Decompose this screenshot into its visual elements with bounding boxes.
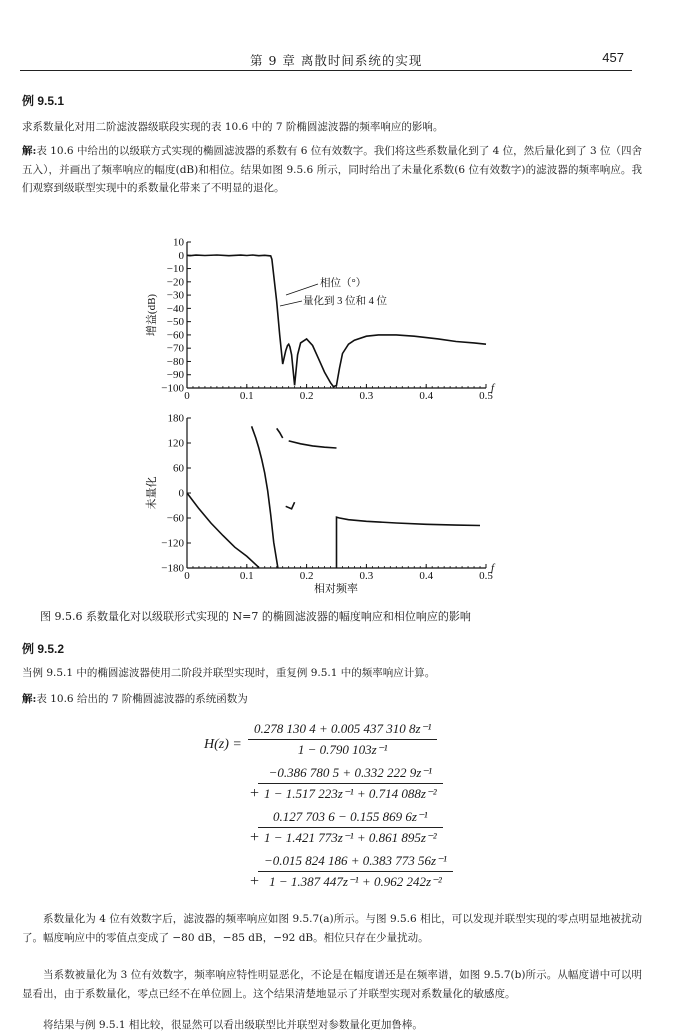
y-tick-label: −100: [161, 382, 184, 395]
x-tick-label: 0.4: [419, 570, 434, 582]
magnitude-chart: [145, 237, 496, 403]
fraction-term-3: [258, 809, 443, 846]
fraction-term-4: [258, 853, 453, 890]
x-tick-label: 0.3: [359, 570, 374, 582]
example-9-5-1-problem: 求系数量化对用二阶滤波器级联段实现的表 10.6 中的 7 阶椭圆滤波器的频率响应的影响。: [22, 121, 444, 133]
y-tick-label: 180: [167, 412, 184, 425]
fraction-denominator: 1 − 1.421 773z⁻¹ + 0.861 895z⁻²: [264, 830, 437, 845]
x-tick-label: 0.3: [359, 390, 374, 402]
fraction-numerator: 0.278 130 4 + 0.005 437 310 8z⁻¹: [248, 721, 437, 740]
example-9-5-2-solution: [22, 690, 642, 709]
fraction-denominator: 1 − 1.387 447z⁻¹ + 0.962 242z⁻²: [269, 874, 442, 889]
chapter-title: 第 9 章 离散时间系统的实现: [250, 53, 423, 68]
paragraph-1: 系数量化为 4 位有效数字后，滤波器的频率响应如图 9.5.7(a)所示。与图 9.5.6 相比，可以发现并联型实现的零点明显地被扰动了。幅度响应中的零值点变成了 −80 dB，−85 dB，−92 dB。相位只存在少量扰动。: [22, 913, 642, 944]
x-tick-label: 0.5: [479, 390, 493, 402]
equation-lhs: H(z) =: [204, 737, 242, 752]
series-line: [187, 493, 259, 568]
y-tick-label: 0: [178, 249, 184, 262]
y-tick-label: −80: [166, 355, 184, 368]
plus-sign: +: [250, 873, 260, 890]
x-tick-label: 0.2: [299, 390, 314, 402]
paragraph-3: 将结果与例 9.5.1 相比较，很显然可以看出级联型比并联型对参数量化更加鲁棒。: [43, 1019, 423, 1031]
example-9-5-2-problem: 当例 9.5.1 中的椭圆滤波器使用二阶段并联型实现时，重复例 9.5.1 中的频率响应计算。: [22, 667, 436, 679]
fraction-denominator: 1 − 1.517 223z⁻¹ + 0.714 088z⁻²: [264, 786, 437, 801]
example-9-5-2-label: 例 9.5.2: [22, 642, 65, 656]
annotation-quantized: 量化到 3 位和 4 位: [303, 296, 387, 307]
plus-sign: +: [250, 785, 260, 802]
series-line: [337, 517, 481, 568]
x-axis-letter: f: [491, 382, 495, 394]
annotation-leader: [280, 301, 302, 306]
plus-sign: +: [250, 829, 260, 846]
y-tick-label: −70: [166, 342, 184, 355]
y-tick-label: 10: [173, 236, 184, 249]
page-number: 457: [602, 50, 624, 65]
y-tick-label: −120: [161, 537, 184, 550]
y-tick-label: −20: [166, 276, 184, 289]
series-line: [252, 426, 278, 568]
figure-caption: 图 9.5.6 系数量化对以级联形式实现的 N=7 的椭圆滤波器的幅度响应和相位响应的影响: [40, 610, 471, 623]
x-axis-letter: f: [491, 562, 495, 574]
x-tick-label: 0.1: [239, 570, 254, 582]
y-tick-label: −10: [166, 263, 184, 276]
solution-label: 解:: [22, 145, 37, 157]
paragraph-2: 当系数被量化为 3 位有效数字，频率响应特性明显恶化，不论是在幅度谱还是在频率谱，如图 9.5.7(b)所示。从幅度谱中可以明显看出，由于系数量化，零点已经不在单位圆上。这个结果清楚地显示了并联型实现对系数量化的敏感度。: [22, 969, 642, 1000]
y-tick-label: −90: [166, 369, 184, 382]
series-line: [187, 255, 486, 387]
fraction-numerator: −0.015 824 186 + 0.383 773 56z⁻¹: [258, 853, 453, 872]
y-tick-label: −60: [166, 512, 184, 525]
solution-label: 解:: [22, 693, 37, 705]
y-tick-label: −40: [166, 302, 184, 315]
x-tick-label: 0: [184, 390, 190, 402]
y-tick-label: −50: [166, 316, 184, 329]
y-tick-label: −180: [161, 562, 184, 575]
y-axis-label: 增益(dB): [146, 293, 158, 337]
x-tick-label: 0.1: [239, 390, 254, 402]
series-line: [289, 441, 337, 448]
fraction-numerator: 0.127 703 6 − 0.155 869 6z⁻¹: [258, 809, 443, 828]
y-tick-label: −30: [166, 289, 184, 302]
y-tick-label: −60: [166, 329, 184, 342]
annotation-leader: [286, 284, 318, 295]
y-axis-label: 未量化: [146, 476, 158, 510]
fraction-numerator: −0.386 780 5 + 0.332 222 9z⁻¹: [258, 765, 443, 784]
x-tick-label: 0.4: [419, 390, 434, 402]
annotation-phase: 相位（°）: [320, 278, 367, 289]
x-tick-label: 0.2: [299, 570, 314, 582]
phase-chart: [144, 413, 496, 596]
x-tick-label: 0: [184, 570, 190, 582]
solution-text: 表 10.6 中给出的以级联方式实现的椭圆滤波器的系数有 6 位有效数字。我们将这些系数量化到了 4 位，然后量化到了 3 位（四舍五入），并画出了频率响应的幅度(dB)和相位。结果如图 9.5.6 所示，同时给出了未量化系数(6 位有效数字)的滤波器的频率响应。我们观察到级联型实现中的系数量化带来了不明显的退化。: [22, 145, 643, 194]
solution-text: 表 10.6 给出的 7 阶椭圆滤波器的系统函数为: [36, 693, 248, 705]
series-line: [277, 428, 283, 438]
x-axis-label: 相对频率: [314, 583, 358, 595]
y-tick-label: 120: [167, 437, 184, 450]
fraction-term-1: [248, 721, 437, 758]
y-tick-label: 0: [178, 487, 184, 500]
x-tick-label: 0.5: [479, 570, 493, 582]
series-line: [286, 502, 295, 509]
fraction-term-2: [258, 765, 443, 802]
fraction-denominator: 1 − 0.790 103z⁻¹: [297, 742, 388, 757]
example-9-5-1-label: 例 9.5.1: [22, 94, 65, 108]
y-tick-label: 60: [173, 462, 184, 475]
